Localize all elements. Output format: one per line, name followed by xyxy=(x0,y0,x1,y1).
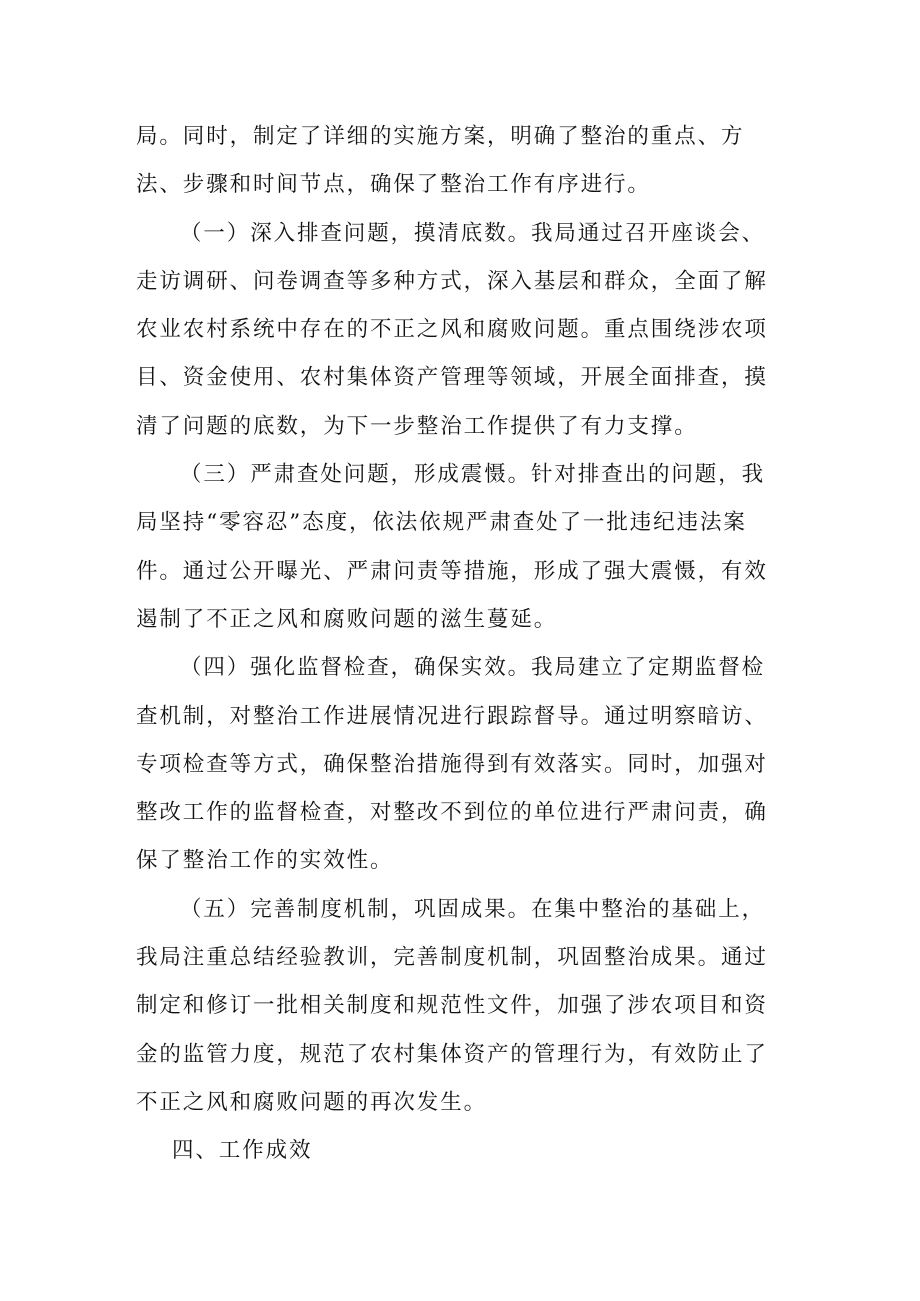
document-body xyxy=(136,113,786,1176)
paragraph-punish-problems: （三）严肃查处问题，形成震慑。针对排查出的问题，我局坚持“零容忍”态度，依法依规严肃查处了一批违纪违法案件。通过公开曝光、严肃问责等措施，形成了强大震慑，有效遏制了不正之风和腐败问题的滋生蔓延。 xyxy=(136,462,768,632)
paragraph-improve-mechanisms: （五）完善制度机制，巩固成果。在集中整治的基础上，我局注重总结经验教训，完善制度机制，巩固整治成果。通过制定和修订一批相关制度和规范性文件，加强了涉农项目和资金的监管力度，规范了农村集体资产的管理行为，有效防止了不正之风和腐败问题的再次发生。 xyxy=(136,896,768,1115)
paragraph-supervision-inspection: （四）强化监督检查，确保实效。我局建立了定期监督检查机制，对整治工作进展情况进行跟踪督导。通过明察暗访、专项检查等方式，确保整治措施得到有效落实。同时，加强对整改工作的监督检查，对整改不到位的单位进行严肃问责，确保了整治工作的实效性。 xyxy=(136,655,768,874)
paragraph-continuation: 局。同时，制定了详细的实施方案，明确了整治的重点、方法、步骤和时间节点，确保了整治工作有序进行。 xyxy=(136,124,745,198)
section-heading-work-results: 四、工作成效 xyxy=(172,1138,313,1164)
paragraph-investigate-problems: （一）深入排查问题，摸清底数。我局通过召开座谈会、走访调研、问卷调查等多种方式，深入基层和群众，全面了解农业农村系统中存在的不正之风和腐败问题。重点围绕涉农项目、资金使用、农村集体资产管理等领域，开展全面排查，摸清了问题的底数，为下一步整治工作提供了有力支撑。 xyxy=(136,220,768,439)
